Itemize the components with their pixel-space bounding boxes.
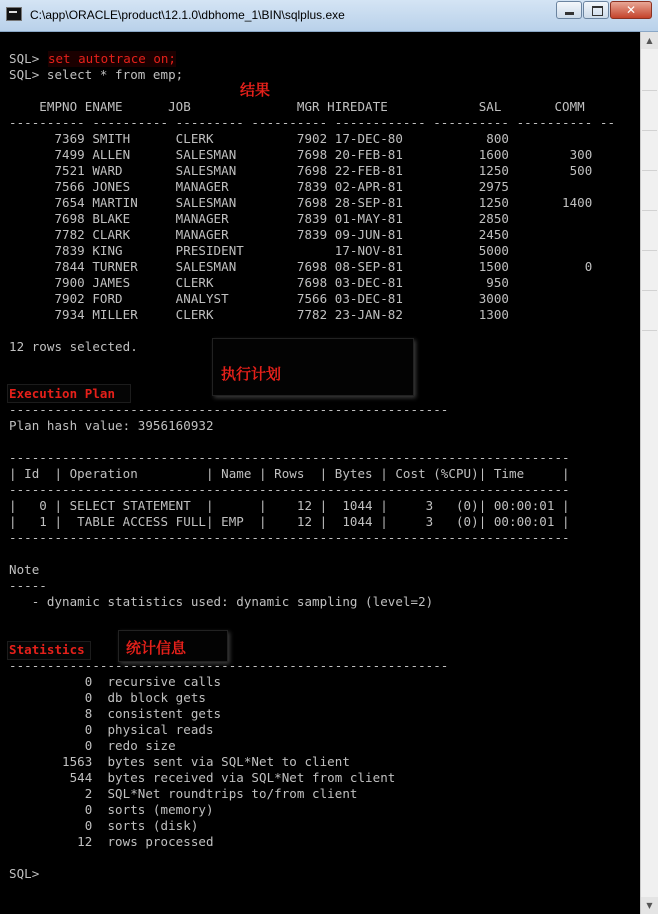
rows-selected-message: 12 rows selected.	[9, 339, 138, 354]
table-row: 7782 CLARK MANAGER 7839 09-JUN-81 2450	[9, 227, 509, 242]
maximize-icon	[592, 6, 603, 16]
execution-plan-separator: ----------------------------------------------------------	[9, 402, 449, 417]
scroll-up-icon[interactable]: ▲	[641, 32, 658, 49]
table-row: 7934 MILLER CLERK 7782 23-JAN-82 1300	[9, 307, 509, 322]
note-heading: Note	[9, 562, 40, 577]
statistics-annotation: 统计信息	[126, 639, 187, 657]
statistic-line: 8 consistent gets	[9, 706, 222, 721]
note-separator: -----	[9, 578, 47, 593]
maximize-button[interactable]	[583, 1, 609, 19]
result-column-headers: EMPNO ENAME JOB MGR HIREDATE SAL COMM	[9, 99, 585, 114]
console-app-icon	[6, 7, 22, 21]
table-row: 7521 WARD SALESMAN 7698 22-FEB-81 1250 500	[9, 163, 593, 178]
statistic-line: 544 bytes received via SQL*Net from client	[9, 770, 396, 785]
execution-plan-heading: Execution Plan	[9, 386, 116, 401]
window-controls	[555, 1, 652, 19]
plan-table-bottom-border: --------------------------------------------------------------------------	[9, 530, 570, 545]
scroll-track-segment	[642, 290, 657, 331]
statistics-separator: ----------------------------------------------------------	[9, 658, 449, 673]
statistic-line: 0 sorts (memory)	[9, 802, 214, 817]
scroll-track-segment	[642, 130, 657, 171]
statistic-line: 0 sorts (disk)	[9, 818, 199, 833]
title-bar[interactable]	[0, 0, 658, 32]
sql-prompt: SQL>	[9, 51, 47, 66]
minimize-button[interactable]	[556, 1, 582, 19]
console-output[interactable]	[0, 32, 640, 914]
result-annotation: 结果	[240, 81, 271, 99]
statistic-line: 12 rows processed	[9, 834, 214, 849]
plan-table-top-border: --------------------------------------------------------------------------	[9, 450, 570, 465]
scroll-down-icon[interactable]: ▼	[641, 897, 658, 914]
table-row: 7902 FORD ANALYST 7566 03-DEC-81 3000	[9, 291, 509, 306]
statistic-line: 0 recursive calls	[9, 674, 222, 689]
statistic-line: 2 SQL*Net roundtrips to/from client	[9, 786, 358, 801]
table-row: 7369 SMITH CLERK 7902 17-DEC-80 800	[9, 131, 509, 146]
scroll-track-segment	[642, 170, 657, 211]
statistic-line: 0 physical reads	[9, 722, 214, 737]
vertical-scrollbar[interactable]	[640, 32, 658, 914]
table-row: 7698 BLAKE MANAGER 7839 01-MAY-81 2850	[9, 211, 509, 226]
plan-table-row: | 1 | TABLE ACCESS FULL| EMP | 12 | 1044 | 3 (0)| 00:00:01 |	[9, 514, 570, 529]
statistic-line: 1563 bytes sent via SQL*Net to client	[9, 754, 350, 769]
final-sql-prompt: SQL>	[9, 866, 40, 881]
window-title: C:\app\ORACLE\product\12.1.0\dbhome_1\BIN\sqlplus.exe	[30, 8, 345, 22]
table-row: 7839 KING PRESIDENT 17-NOV-81 5000	[9, 243, 509, 258]
statistic-line: 0 redo size	[9, 738, 176, 753]
execution-plan-annotation: 执行计划	[221, 365, 282, 383]
prompt-line-1	[9, 51, 47, 67]
note-text: - dynamic statistics used: dynamic sampling (level=2)	[9, 594, 434, 609]
table-row: 7844 TURNER SALESMAN 7698 08-SEP-81 1500 0	[9, 259, 593, 274]
result-separator: ---------- ---------- --------- ---------- ------------ ---------- ---------- --	[9, 115, 616, 130]
scroll-track-segment	[642, 210, 657, 251]
table-row: 7499 ALLEN SALESMAN 7698 20-FEB-81 1600 300	[9, 147, 593, 162]
minimize-icon	[565, 12, 574, 15]
scroll-track-segment	[642, 250, 657, 291]
close-button[interactable]	[610, 1, 652, 19]
table-row: 7900 JAMES CLERK 7698 03-DEC-81 950	[9, 275, 509, 290]
plan-table-row: | 0 | SELECT STATEMENT | | 12 | 1044 | 3 (0)| 00:00:01 |	[9, 498, 570, 513]
statistic-line: 0 db block gets	[9, 690, 206, 705]
plan-hash-value: Plan hash value: 3956160932	[9, 418, 214, 433]
select-command-line: SQL> select * from emp;	[9, 67, 184, 82]
plan-table-header-border: --------------------------------------------------------------------------	[9, 482, 570, 497]
scroll-track-segment	[642, 50, 657, 91]
close-icon: ✕	[625, 3, 637, 17]
table-row: 7566 JONES MANAGER 7839 02-APR-81 2975	[9, 179, 509, 194]
scroll-track-segment	[642, 90, 657, 131]
plan-table-header: | Id | Operation | Name | Rows | Bytes | Cost (%CPU)| Time |	[9, 466, 570, 481]
table-row: 7654 MARTIN SALESMAN 7698 28-SEP-81 1250 1400	[9, 195, 593, 210]
statistics-heading: Statistics	[9, 642, 85, 657]
autotrace-command: set autotrace on;	[48, 51, 176, 66]
